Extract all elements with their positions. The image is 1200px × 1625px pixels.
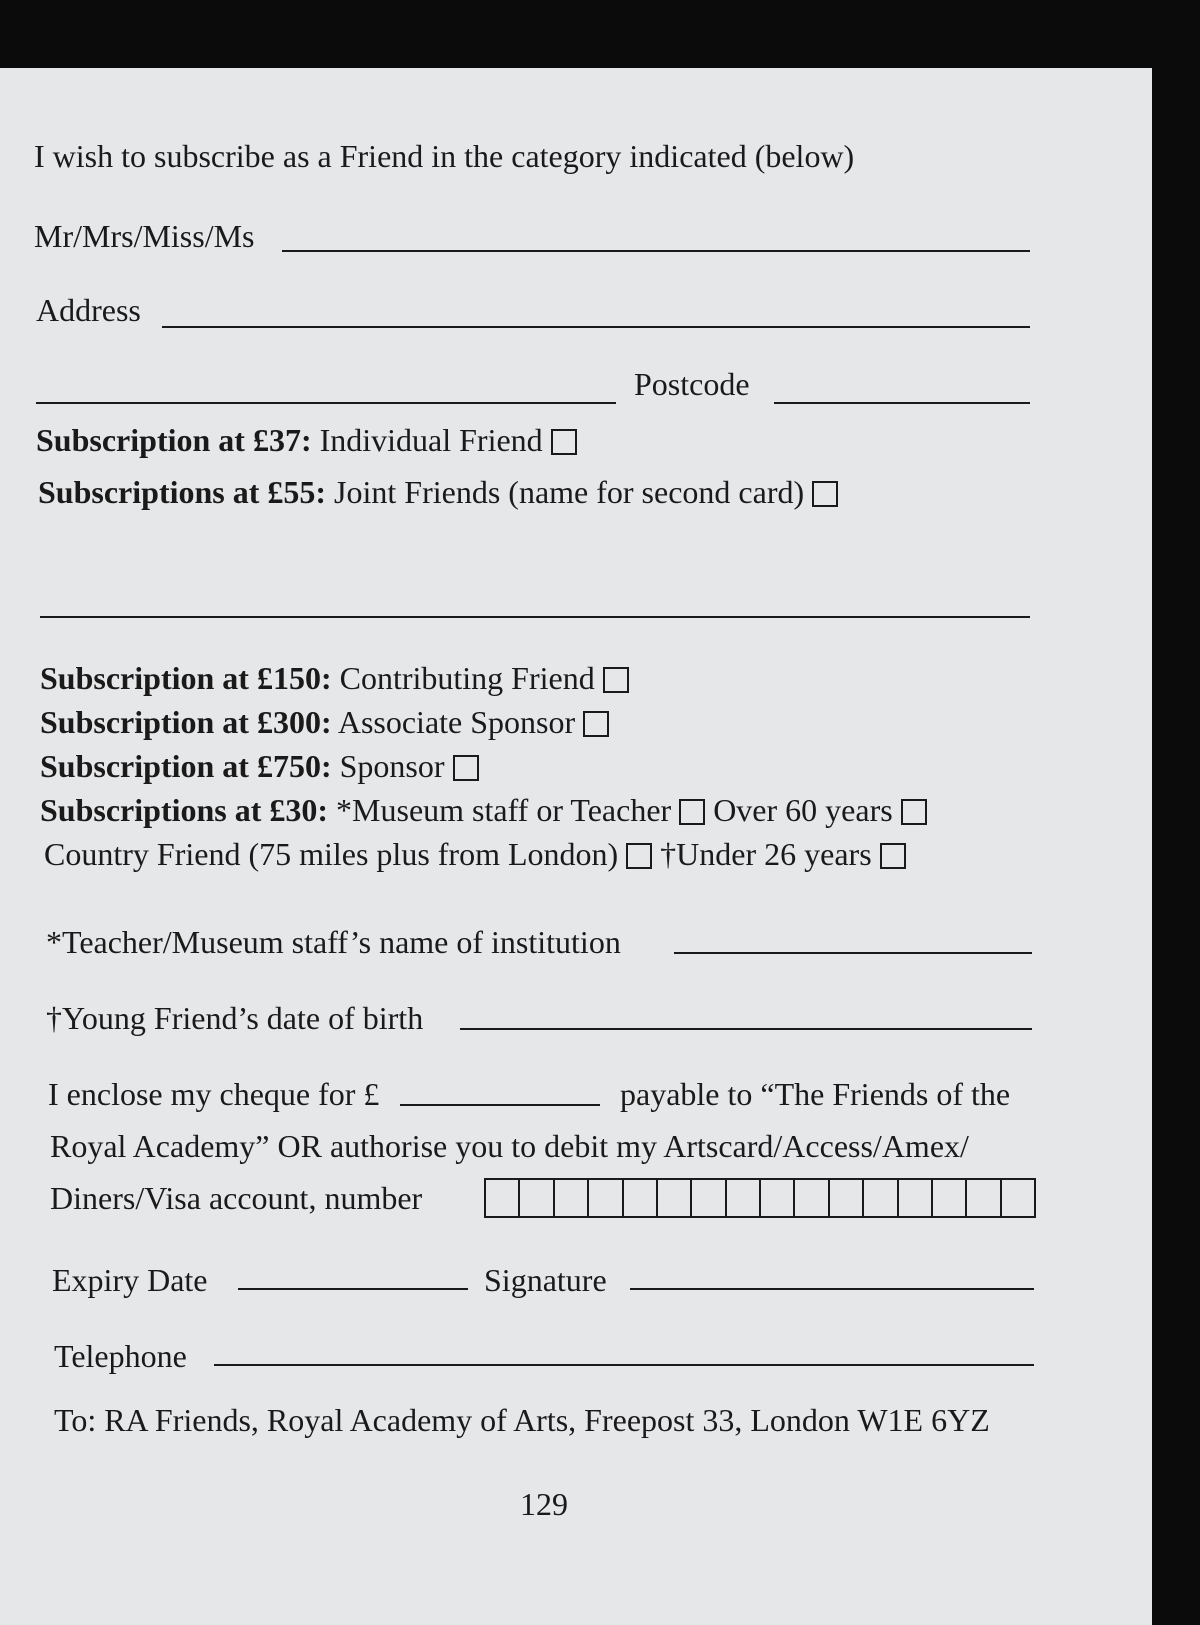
sub-150-checkbox[interactable]	[603, 667, 629, 693]
cheque-label: I enclose my cheque for £	[48, 1076, 380, 1112]
card-digit-box[interactable]	[589, 1180, 623, 1216]
sub-37-label: Individual Friend	[319, 422, 543, 458]
over-60-checkbox[interactable]	[901, 799, 927, 825]
dob-field[interactable]	[460, 1028, 1032, 1030]
cheque-amount-field[interactable]	[400, 1104, 600, 1106]
sub-750-label: Sponsor	[339, 748, 445, 784]
card-digit-box[interactable]	[933, 1180, 967, 1216]
second-card-name-field[interactable]	[40, 616, 1030, 618]
address-field-line2[interactable]	[36, 402, 616, 404]
card-digit-box[interactable]	[864, 1180, 898, 1216]
sub-37-row	[36, 424, 577, 456]
card-digit-box[interactable]	[486, 1180, 520, 1216]
intro-text: I wish to subscribe as a Friend in the category indicated (below)	[34, 138, 855, 174]
sub-55-row	[38, 476, 838, 508]
card-number-grid[interactable]	[484, 1178, 1036, 1218]
card-digit-box[interactable]	[520, 1180, 554, 1216]
institution-label: *Teacher/Museum staff’s name of institution	[46, 924, 621, 960]
card-digit-box[interactable]	[830, 1180, 864, 1216]
payable-to-text: payable to “The Friends of the	[620, 1076, 1011, 1112]
card-digit-box[interactable]	[967, 1180, 1001, 1216]
sub-150-price: Subscription at £150:	[40, 660, 332, 696]
sub-300-row	[40, 706, 609, 738]
card-digit-box[interactable]	[555, 1180, 589, 1216]
sub-150-label: Contributing Friend	[339, 660, 595, 696]
sub-750-price: Subscription at £750:	[40, 748, 332, 784]
sub-55-checkbox[interactable]	[812, 481, 838, 507]
country-friend-checkbox[interactable]	[626, 843, 652, 869]
institution-field[interactable]	[674, 952, 1032, 954]
card-digit-box[interactable]	[1002, 1180, 1034, 1216]
sub-300-checkbox[interactable]	[583, 711, 609, 737]
postcode-field[interactable]	[774, 402, 1030, 404]
telephone-label: Telephone	[54, 1338, 187, 1374]
expiry-label: Expiry Date	[52, 1262, 208, 1298]
card-digit-box[interactable]	[795, 1180, 829, 1216]
telephone-field[interactable]	[214, 1364, 1034, 1366]
name-field[interactable]	[282, 250, 1030, 252]
sub-30-price: Subscriptions at £30:	[40, 792, 329, 828]
name-label: Mr/Mrs/Miss/Ms	[34, 218, 255, 254]
sub-55-label: Joint Friends (name for second card)	[334, 474, 805, 510]
card-digit-box[interactable]	[727, 1180, 761, 1216]
dob-label: †Young Friend’s date of birth	[46, 1000, 424, 1036]
sub-750-row	[40, 750, 479, 782]
sub-30-over60-label: Over 60 years	[713, 792, 893, 828]
signature-label: Signature	[484, 1262, 607, 1298]
sub-30-row-2	[44, 838, 906, 870]
signature-field[interactable]	[630, 1288, 1034, 1290]
sub-30-row	[40, 794, 927, 826]
postcode-label: Postcode	[634, 366, 750, 402]
sub-30-museum-label: *Museum staff or Teacher	[336, 792, 672, 828]
card-digit-box[interactable]	[761, 1180, 795, 1216]
mailing-address: To: RA Friends, Royal Academy of Arts, Freepost 33, London W1E 6YZ	[54, 1402, 990, 1438]
under-26-label: †Under 26 years	[660, 836, 872, 872]
country-friend-label: Country Friend (75 miles plus from London)	[44, 836, 619, 872]
authorise-text: Royal Academy” OR authorise you to debit my Artscard/Access/Amex/	[50, 1128, 969, 1164]
sub-37-checkbox[interactable]	[551, 429, 577, 455]
address-label: Address	[36, 292, 141, 328]
sub-300-label: Associate Sponsor	[337, 704, 576, 740]
card-digit-box[interactable]	[624, 1180, 658, 1216]
expiry-field[interactable]	[238, 1288, 468, 1290]
under-26-checkbox[interactable]	[880, 843, 906, 869]
card-digit-box[interactable]	[658, 1180, 692, 1216]
museum-teacher-checkbox[interactable]	[679, 799, 705, 825]
address-field[interactable]	[162, 326, 1030, 328]
sub-150-row	[40, 662, 629, 694]
sub-55-price: Subscriptions at £55:	[38, 474, 327, 510]
card-digit-box[interactable]	[692, 1180, 726, 1216]
sub-300-price: Subscription at £300:	[40, 704, 332, 740]
card-digit-box[interactable]	[899, 1180, 933, 1216]
page-number: 129	[520, 1486, 568, 1522]
sub-37-price: Subscription at £37:	[36, 422, 312, 458]
sub-750-checkbox[interactable]	[453, 755, 479, 781]
account-number-label: Diners/Visa account, number	[50, 1180, 423, 1216]
